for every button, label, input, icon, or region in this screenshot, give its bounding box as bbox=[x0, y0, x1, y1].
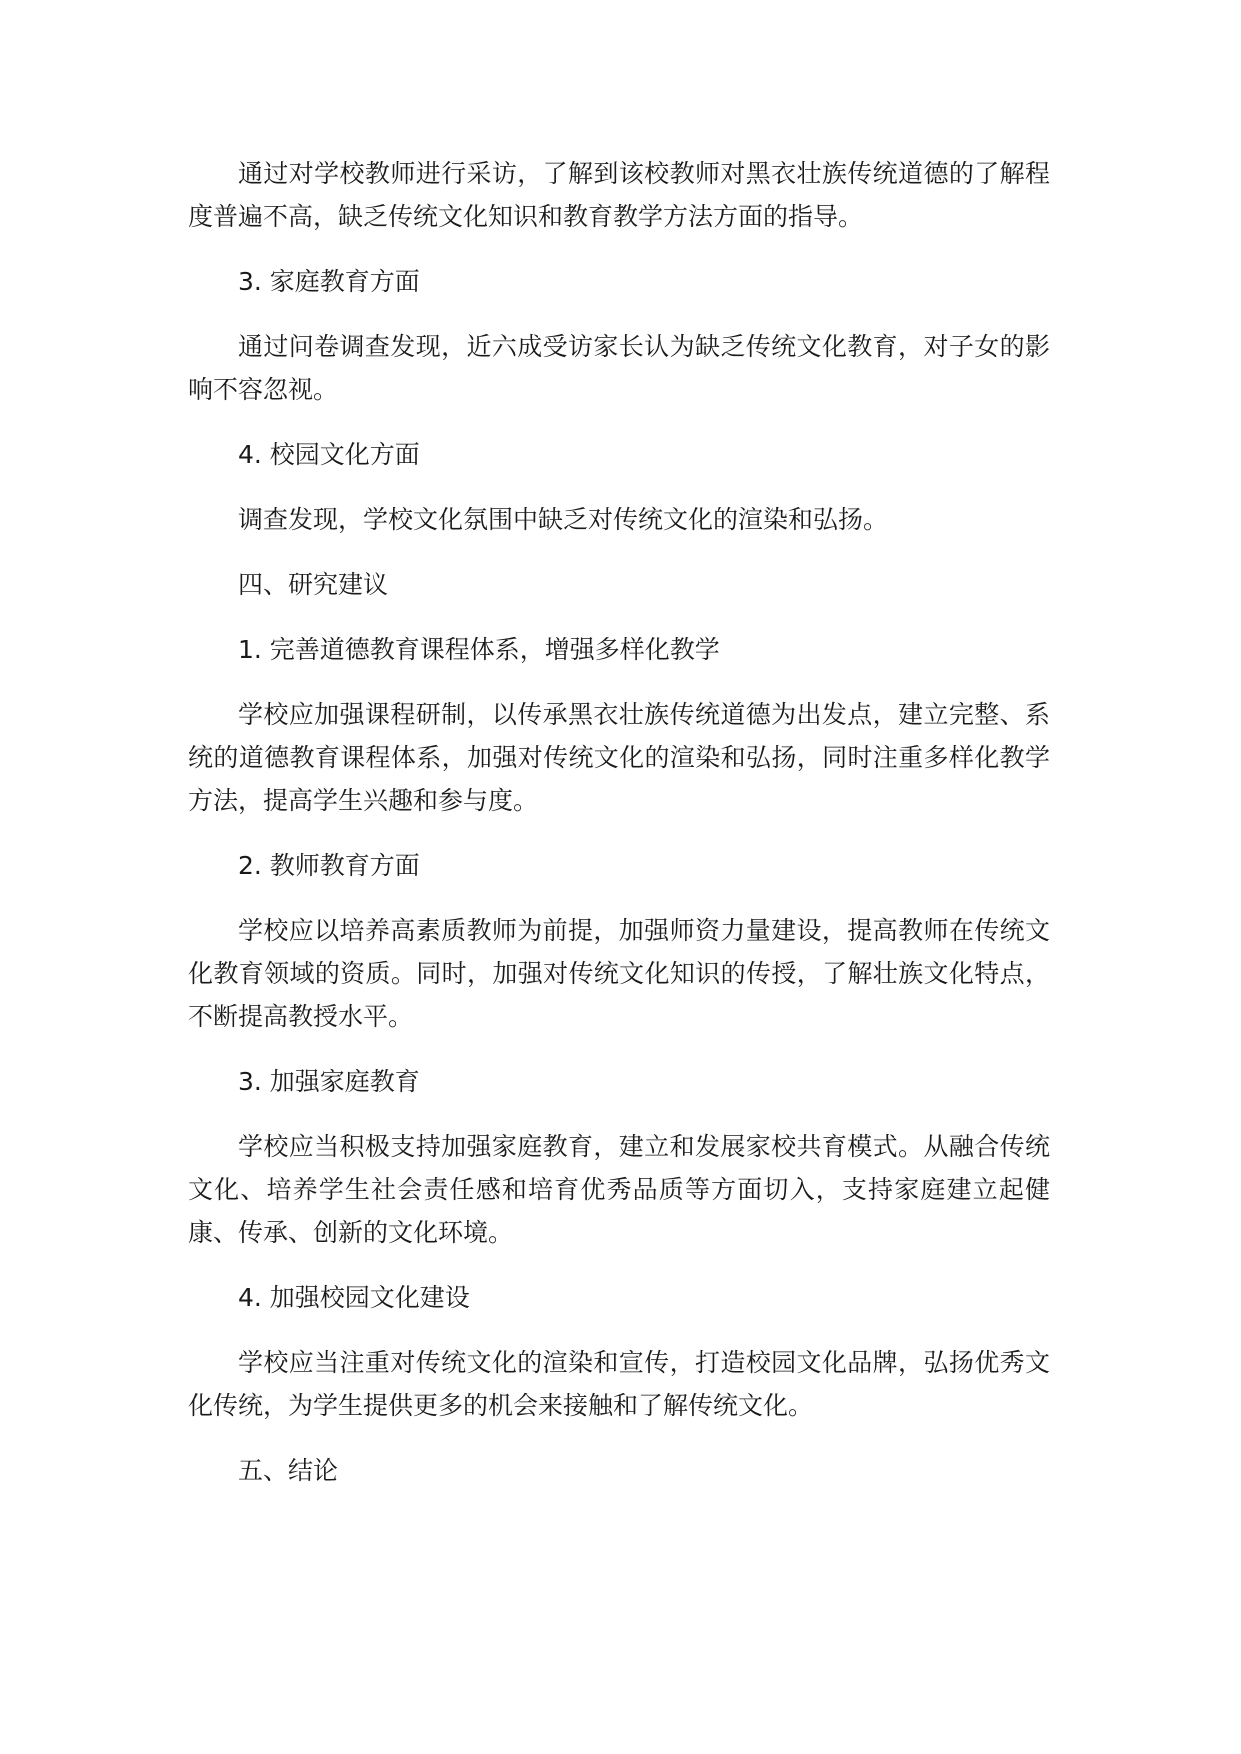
paragraph-survey-finding: 调查发现，学校文化氛围中缺乏对传统文化的渲染和弘扬。 bbox=[238, 505, 889, 534]
paragraph-campus-culture: 学校应当注重对传统文化的渲染和宣传，打造校园文化品牌，弘扬优秀文化传统，为学生提供更多的机会来接触和了解传统文化。 bbox=[188, 1348, 1050, 1420]
subheading-teacher-education: 2. 教师教育方面 bbox=[238, 851, 420, 880]
section-heading-recommendations: 四、研究建议 bbox=[238, 570, 389, 599]
paragraph-curriculum: 学校应加强课程研制，以传承黑衣壮族传统道德为出发点，建立完整、系统的道德教育课程体系，加强对传统文化的渲染和弘扬，同时注重多样化教学方法，提高学生兴趣和参与度。 bbox=[188, 700, 1050, 815]
subheading-family-education: 3. 家庭教育方面 bbox=[238, 267, 420, 296]
subheading-strengthen-family-education: 3. 加强家庭教育 bbox=[238, 1067, 420, 1096]
subheading-campus-culture-building: 4. 加强校园文化建设 bbox=[238, 1283, 470, 1312]
paragraph-teacher-education: 学校应以培养高素质教师为前提，加强师资力量建设，提高教师在传统文化教育领域的资质。同时，加强对传统文化知识的传授，了解壮族文化特点，不断提高教授水平。 bbox=[188, 916, 1050, 1031]
subheading-campus-culture: 4. 校园文化方面 bbox=[238, 440, 420, 469]
paragraph-questionnaire: 通过问卷调查发现，近六成受访家长认为缺乏传统文化教育，对子女的影响不容忽视。 bbox=[188, 332, 1050, 404]
subheading-curriculum: 1. 完善道德教育课程体系，增强多样化教学 bbox=[238, 635, 720, 664]
paragraph-family-education: 学校应当积极支持加强家庭教育，建立和发展家校共育模式。从融合传统文化、培养学生社会责任感和培育优秀品质等方面切入，支持家庭建立起健康、传承、创新的文化环境。 bbox=[188, 1132, 1050, 1247]
section-heading-conclusion: 五、结论 bbox=[238, 1456, 339, 1485]
paragraph-teacher-interview: 通过对学校教师进行采访，了解到该校教师对黑衣壮族传统道德的了解程度普遍不高，缺乏传统文化知识和教育教学方法方面的指导。 bbox=[188, 159, 1050, 231]
document-body bbox=[188, 152, 1050, 1514]
